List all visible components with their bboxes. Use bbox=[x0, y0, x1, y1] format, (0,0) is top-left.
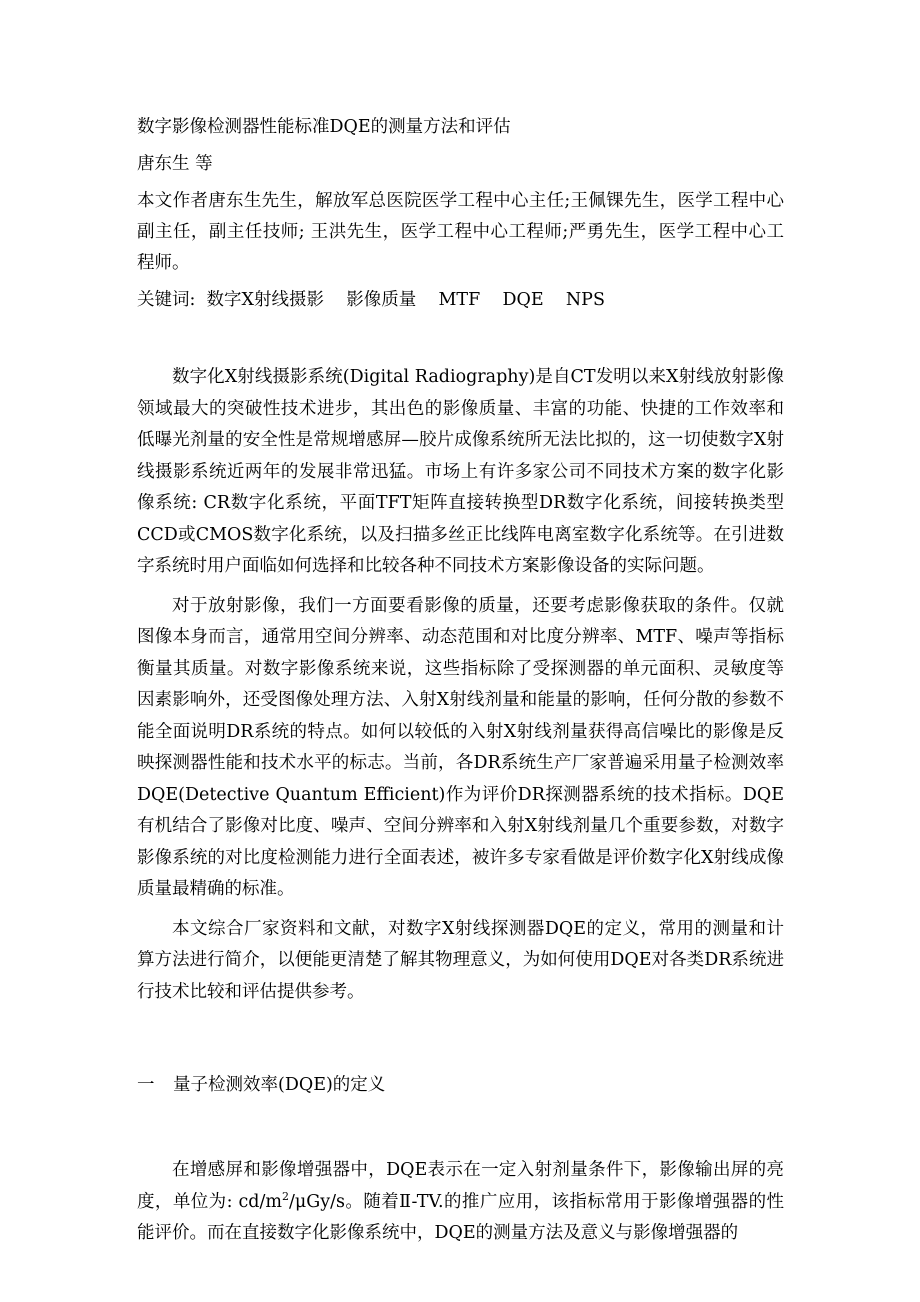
section-paragraph-text-a: 在增感屏和影像增强器中，DQE表示在一定入射剂量条件下，影像输出屏的亮度，单位为: cd/m bbox=[137, 1160, 784, 1212]
intro-paragraph-1: 数字化X射线摄影系统(Digital Radiography)是自CT发明以来X射线放射影像领域最大的突破性技术进步，其出色的影像质量、丰富的功能、快捷的工作效率和低曝光剂量的安全性是常规增感屏—胶片成像系统所无法比拟的，这一切使数字X射线摄影系统近两年的发展非常迅猛。市场上有许多家公司不同技术方案的数字化影像系统: CR数字化系统，平面TFT矩阵直接转换型DR数字化系统，间接转换类型CCD或CMOS数字化系统，以及扫描多丝正比线阵电离室数字化系统等。在引进数字系统时用户面临如何选择和比较各种不同技术方案影像设备的实际问题。 bbox=[137, 367, 784, 576]
superscript-2: 2 bbox=[281, 1189, 289, 1203]
section-heading bbox=[137, 1070, 784, 1101]
author-line: 唐东生 等 bbox=[137, 154, 213, 174]
section-paragraph-1 bbox=[137, 1155, 784, 1250]
section-number: 一 bbox=[137, 1075, 155, 1095]
section-paragraph-text-b: /μGy/s。随着Ⅱ-TV.的推广应用，该指标常用于影像增强器的性能评价。而在直接数字化影像系统中，DQE的测量方法及意义与影像增强器的 bbox=[137, 1191, 785, 1243]
author-bio: 本文作者唐东生先生，解放军总医院医学工程中心主任;王佩锞先生，医学工程中心副主任，副主任技师; 王洪先生，医学工程中心工程师;严勇先生，医学工程中心工程师。 bbox=[137, 191, 784, 273]
keywords-line: 关键词: 数字X射线摄影 影像质量 MTF DQE NPS bbox=[137, 290, 605, 310]
intro-paragraph-2: 对于放射影像，我们一方面要看影像的质量，还要考虑影像获取的条件。仅就图像本身而言，通常用空间分辨率、动态范围和对比度分辨率、MTF、噪声等指标衡量其质量。对数字影像系统来说，这些指标除了受探测器的单元面积、灵敏度等因素影响外，还受图像处理方法、入射X射线剂量和能量的影响，任何分散的参数不能全面说明DR系统的特点。如何以较低的入射X射线剂量获得高信噪比的影像是反映探测器性能和技术水平的标志。当前，各DR系统生产厂家普遍采用量子检测效率DQE(Detective Quantum Efficient)作为评价DR探测器系统的技术指标。DQE有机结合了影像对比度、噪声、空间分辨率和入射X射线剂量几个重要参数，对数字影像系统的对比度检测能力进行全面表述，被许多专家看做是评价数字化X射线成像质量最精确的标准。 bbox=[137, 595, 784, 899]
section-title: 量子检测效率(DQE)的定义 bbox=[173, 1075, 386, 1095]
document-title: 数字影像检测器性能标准DQE的测量方法和评估 bbox=[137, 117, 511, 137]
document-body bbox=[137, 112, 784, 1258]
intro-paragraph-3: 本文综合厂家资料和文献，对数字X射线探测器DQE的定义，常用的测量和计算方法进行简介，以便能更清楚了解其物理意义，为如何使用DQE对各类DR系统进行技术比较和评估提供参考。 bbox=[137, 918, 784, 1002]
